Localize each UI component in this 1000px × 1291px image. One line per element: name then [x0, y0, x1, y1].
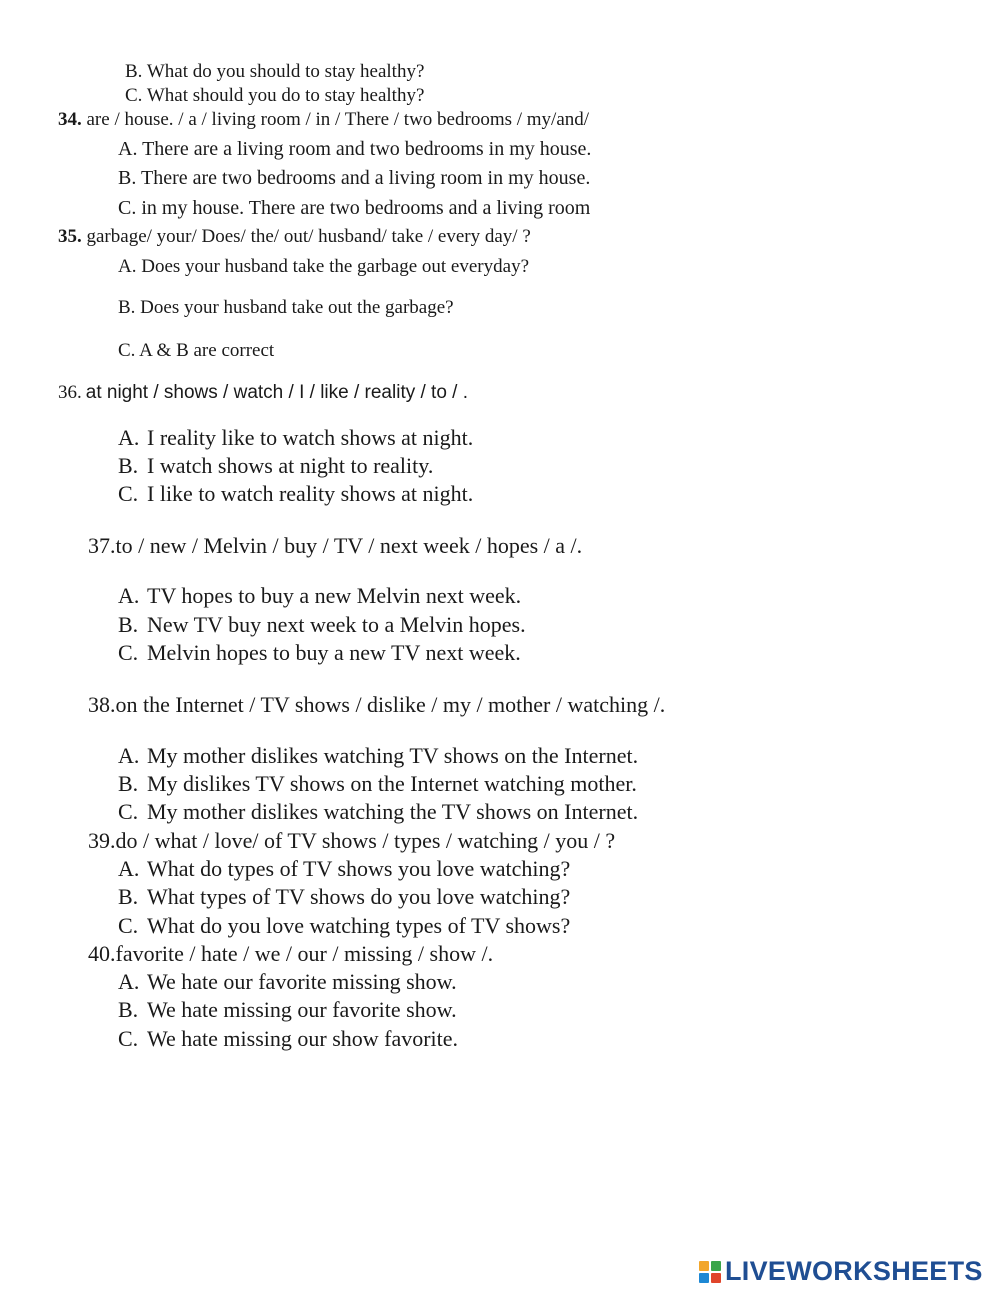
- option-text: What types of TV shows do you love watching?: [147, 884, 571, 909]
- q34-option-c: C. in my house. There are two bedrooms and a living room: [118, 197, 591, 219]
- q37-prompt-line: [88, 533, 582, 559]
- q40-number: 40.: [88, 941, 116, 966]
- q33-option-b: B. What do you should to stay healthy?: [125, 61, 425, 82]
- option-letter: B.: [118, 453, 139, 478]
- logo-block: [699, 1261, 709, 1271]
- q35-number: 35.: [58, 226, 82, 247]
- option-text: What do types of TV shows you love watching?: [147, 856, 571, 881]
- q37-number: 37.: [88, 533, 116, 558]
- option-letter: C.: [118, 481, 139, 506]
- q34-option-a: A. There are a living room and two bedrooms in my house.: [118, 138, 592, 160]
- q34-prompt: are / house. / a / living room / in / There / two bedrooms / my/and/: [86, 109, 590, 130]
- q34-option-b: B. There are two bedrooms and a living room in my house.: [118, 167, 591, 189]
- q40-option-b: [118, 997, 457, 1023]
- option-text: We hate missing our show favorite.: [147, 1026, 459, 1051]
- logo-block: [711, 1273, 721, 1283]
- liveworksheets-logo[interactable]: [699, 1256, 983, 1287]
- q39-number: 39.: [88, 828, 116, 853]
- q36-number: 36.: [58, 382, 82, 403]
- option-letter: A.: [118, 583, 140, 608]
- option-letter: C.: [118, 913, 139, 938]
- option-text: I watch shows at night to reality.: [147, 453, 434, 478]
- option-text: We hate our favorite missing show.: [147, 969, 457, 994]
- option-text: My mother dislikes watching the TV shows on Internet.: [147, 799, 639, 824]
- q36-prompt-line: [58, 382, 468, 404]
- option-letter: A.: [118, 856, 140, 881]
- option-text: I reality like to watch shows at night.: [147, 425, 474, 450]
- q38-option-a: [118, 743, 638, 769]
- logo-block: [711, 1261, 721, 1271]
- option-text: New TV buy next week to a Melvin hopes.: [147, 612, 526, 637]
- q35-prompt-line: [58, 226, 531, 248]
- q39-prompt-line: [88, 828, 615, 854]
- option-text: My mother dislikes watching TV shows on the Internet.: [147, 743, 639, 768]
- q39-option-a: [118, 856, 570, 882]
- logo-blocks-icon: [699, 1261, 721, 1283]
- option-text: I like to watch reality shows at night.: [147, 481, 474, 506]
- option-letter: B.: [118, 612, 139, 637]
- q37-prompt: to / new / Melvin / buy / TV / next week / hopes / a /.: [115, 533, 583, 558]
- option-letter: C.: [118, 640, 139, 665]
- logo-block: [699, 1273, 709, 1283]
- option-letter: A.: [118, 969, 140, 994]
- q38-prompt: on the Internet / TV shows / dislike / my / mother / watching /.: [115, 692, 666, 717]
- q36-option-b: [118, 453, 433, 479]
- option-text: TV hopes to buy a new Melvin next week.: [147, 583, 522, 608]
- option-letter: B.: [118, 884, 139, 909]
- option-letter: A.: [118, 743, 140, 768]
- option-text: What do you love watching types of TV shows?: [147, 913, 571, 938]
- q35-option-a: A. Does your husband take the garbage out everyday?: [118, 256, 529, 277]
- q38-number: 38.: [88, 692, 116, 717]
- q36-prompt: at night / shows / watch / I / like / reality / to / .: [85, 382, 469, 403]
- q34-prompt-line: [58, 109, 589, 131]
- option-text: We hate missing our favorite show.: [147, 997, 457, 1022]
- option-letter: C.: [118, 799, 139, 824]
- q40-option-c: [118, 1026, 458, 1052]
- q38-option-c: [118, 799, 638, 825]
- q33-option-c: C. What should you do to stay healthy?: [125, 85, 425, 106]
- q36-option-c: [118, 481, 473, 507]
- q35-option-c: C. A & B are correct: [118, 340, 275, 361]
- option-letter: C.: [118, 1026, 139, 1051]
- option-text: My dislikes TV shows on the Internet watching mother.: [147, 771, 637, 796]
- q36-option-a: [118, 425, 473, 451]
- option-text: Melvin hopes to buy a new TV next week.: [147, 640, 521, 665]
- q37-option-a: [118, 583, 521, 609]
- q37-option-c: [118, 640, 521, 666]
- q35-option-b: B. Does your husband take out the garbage?: [118, 297, 454, 318]
- q37-option-b: [118, 612, 526, 638]
- q39-option-b: [118, 884, 570, 910]
- q34-number: 34.: [58, 109, 82, 130]
- q40-option-a: [118, 969, 457, 995]
- q35-prompt: garbage/ your/ Does/ the/ out/ husband/ take / every day/ ?: [86, 226, 531, 247]
- q38-prompt-line: [88, 692, 665, 718]
- q40-prompt: favorite / hate / we / our / missing / show /.: [115, 941, 494, 966]
- option-letter: B.: [118, 997, 139, 1022]
- option-letter: A.: [118, 425, 140, 450]
- q39-prompt: do / what / love/ of TV shows / types / watching / you / ?: [115, 828, 616, 853]
- q39-option-c: [118, 913, 570, 939]
- logo-text: LIVEWORKSHEETS: [725, 1256, 983, 1286]
- option-letter: B.: [118, 771, 139, 796]
- q40-prompt-line: [88, 941, 493, 967]
- q38-option-b: [118, 771, 637, 797]
